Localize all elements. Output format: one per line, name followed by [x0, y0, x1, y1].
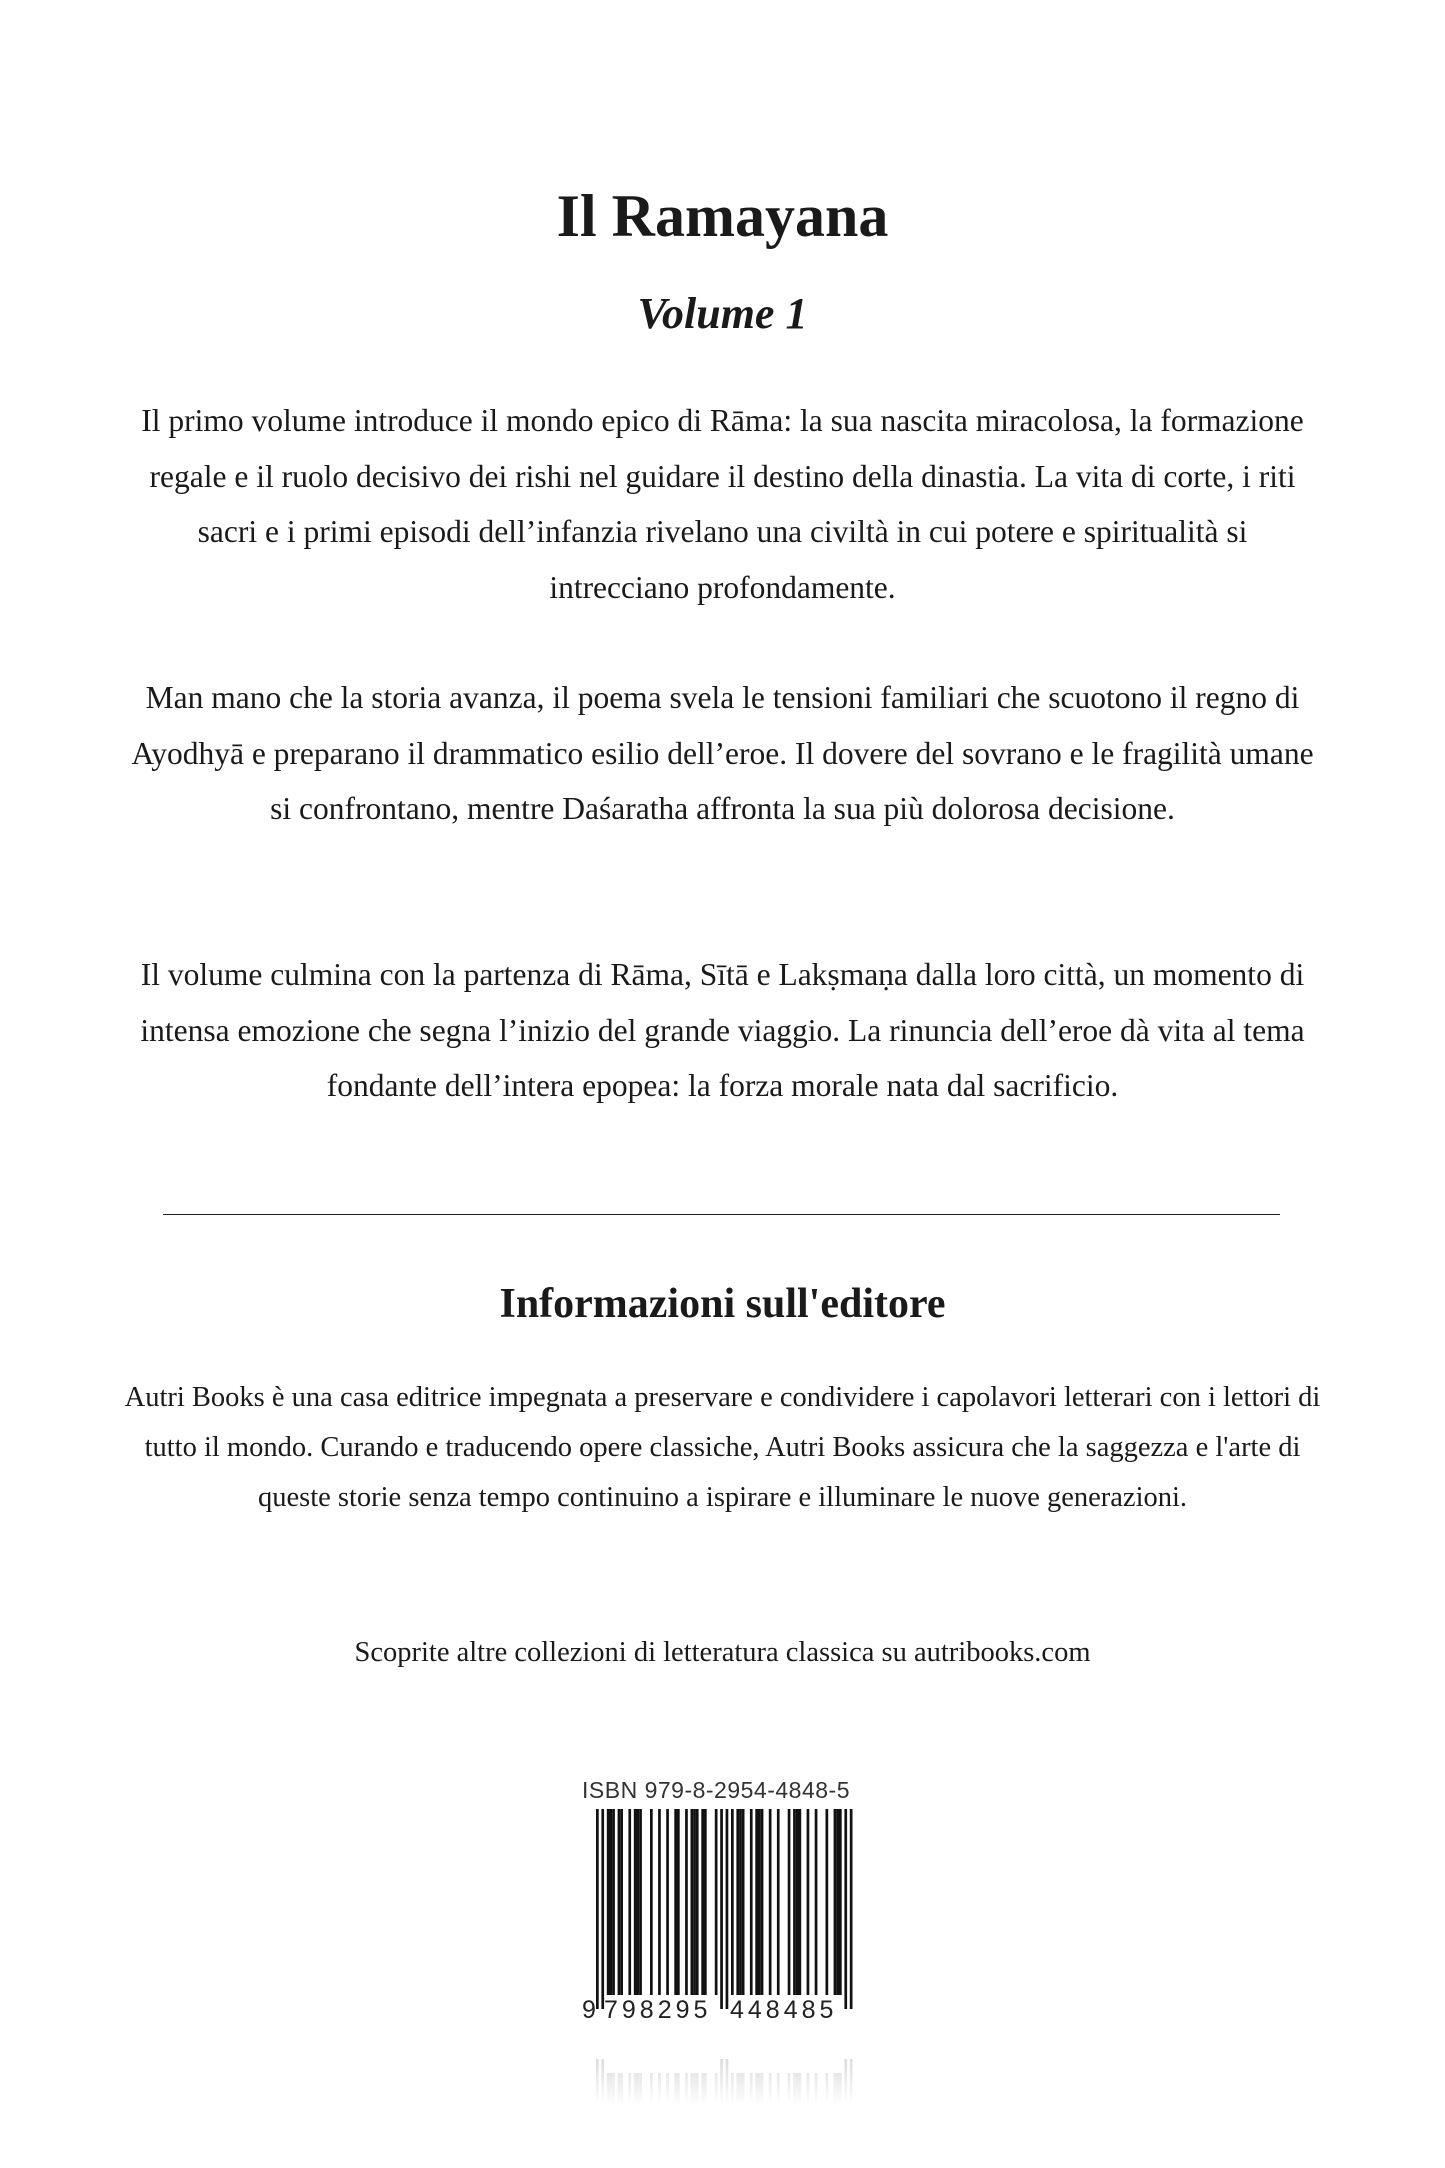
barcode-bar — [693, 1809, 696, 1995]
barcode-bar — [666, 1809, 669, 1995]
barcode-bar — [674, 2073, 677, 2105]
description-paragraph: Il primo volume introduce il mondo epico di Rāma: la sua nascita miracolosa, la formazione regale e il ruolo decisivo dei rishi nel guidare il destino della dinastia. La vita di corte, i riti sacri e i primi episodi dell’infanzia rivelano una civiltà in cui potere e spiritualità si intrecciano profondamente. — [141, 403, 1304, 605]
barcode-bar — [704, 2073, 707, 2105]
barcode-bar — [658, 1809, 661, 1995]
barcode-bar — [761, 2073, 764, 2105]
book-title: Il Ramayana — [556, 183, 889, 249]
barcode-guard-bar — [726, 2059, 729, 2105]
barcode-bar — [755, 1809, 758, 1995]
barcode-bar — [834, 1809, 837, 1995]
barcode-bar — [628, 1809, 631, 1995]
barcode-bar — [696, 1809, 699, 1995]
barcode-bar — [610, 2073, 613, 2105]
barcode-bar — [650, 2073, 653, 2105]
barcode-lead-digit: 9 — [582, 1996, 596, 2024]
barcode-bar — [704, 1809, 707, 1995]
barcode-guard-bar — [844, 1809, 847, 2009]
isbn-label: ISBN 979-8-2954-4848-5 — [582, 1777, 850, 1803]
barcode-bar — [731, 1809, 734, 1995]
barcode-bar — [607, 1809, 610, 1995]
book-subtitle: Volume 1 — [637, 289, 808, 338]
barcode-bar — [685, 1809, 688, 1995]
barcode-bar — [685, 2073, 688, 2105]
barcode-bar — [610, 1809, 613, 1995]
barcode-bar — [769, 1809, 772, 1995]
barcode-guard-bar — [850, 1809, 853, 2009]
barcode-bar — [620, 1809, 623, 1995]
barcode-bar — [807, 2073, 810, 2105]
barcode-bar — [793, 2073, 796, 2105]
barcode-bar — [696, 2073, 699, 2105]
barcode-guard-bar — [601, 1809, 604, 2009]
barcode-bar — [799, 2073, 802, 2105]
barcode-bar — [628, 2073, 631, 2105]
barcode-bar — [736, 2073, 739, 2105]
barcode-bar — [788, 1809, 791, 1995]
barcode-bar — [634, 2073, 637, 2105]
barcode-bar — [815, 1809, 818, 1995]
barcode-bar — [839, 1809, 842, 1995]
publisher-website-note: Scoprite altre collezioni di letteratura classica su autribooks.com — [354, 1637, 1091, 1668]
barcode-bar — [639, 1809, 642, 1995]
barcode-bar — [807, 1809, 810, 1995]
barcode-bar — [826, 1809, 829, 1995]
barcode-bar — [691, 1809, 694, 1995]
barcode-bar — [777, 2073, 780, 2105]
barcode-guard-bar — [720, 1809, 723, 2009]
barcode-bar — [739, 2073, 742, 2105]
section-divider — [163, 1214, 1280, 1215]
barcode-bar — [758, 2073, 761, 2105]
barcode-bar — [736, 1809, 739, 1995]
barcode-guard-bar — [601, 2059, 604, 2105]
publisher-description: Autri Books è una casa editrice impegnata a preservare e condividere i capolavori letterari con i lettori di tutto il mondo. Curando e traducendo opere classiche, Autri Books assicura che la saggezza e l'arte di queste storie senza tempo continuino a ispirare e illuminare le nuove generazioni. — [124, 1382, 1321, 1513]
barcode-bar — [815, 2073, 818, 2105]
barcode-bar — [691, 2073, 694, 2105]
barcode-bar — [750, 2073, 753, 2105]
barcode-bar — [755, 2073, 758, 2105]
barcode-bar — [742, 1809, 745, 1995]
barcode-bar — [701, 2073, 704, 2105]
barcode-bar — [836, 1809, 839, 1995]
barcode-bar — [839, 2073, 842, 2105]
barcode-bar — [758, 1809, 761, 1995]
barcode-guard-bar — [596, 1809, 599, 2009]
barcode-bar — [607, 2073, 610, 2105]
barcode-bar — [715, 2073, 718, 2105]
barcode-guard-bar — [844, 2059, 847, 2105]
barcode-bar — [761, 1809, 764, 1995]
barcode-guard-bar — [726, 1809, 729, 2009]
barcode-bar — [834, 2073, 837, 2105]
barcode-bar — [693, 2073, 696, 2105]
barcode-bar — [618, 2073, 621, 2105]
barcode-bar — [796, 2073, 799, 2105]
description-paragraph: Man mano che la storia avanza, il poema svela le tensioni familiari che scuotono il regno di Ayodhyā e preparano il drammatico esilio dell’eroe. Il dovere del sovrano e le fragilità umane si confrontano, mentre Daśaratha affronta la sua più dolorosa decisione. — [131, 680, 1314, 826]
barcode-bar — [769, 2073, 772, 2105]
barcode-bar — [666, 2073, 669, 2105]
barcode-bar — [650, 1809, 653, 1995]
barcode-bar — [739, 1809, 742, 1995]
barcode-bar — [612, 1809, 615, 1995]
barcode-bar — [639, 2073, 642, 2105]
barcode-bar — [701, 1809, 704, 1995]
barcode-bar — [637, 2073, 640, 2105]
barcode-bar — [618, 1809, 621, 1995]
barcode-bar — [750, 1809, 753, 1995]
barcode-guard-bar — [720, 2059, 723, 2105]
barcode-bar — [674, 1809, 677, 1995]
barcode-guard-bar — [596, 2059, 599, 2105]
publisher-heading: Informazioni sull'editore — [499, 1281, 946, 1327]
barcode-bar — [777, 1809, 780, 1995]
barcode-bar — [826, 2073, 829, 2105]
isbn-barcode — [570, 1773, 875, 2113]
barcode-bar — [731, 2073, 734, 2105]
barcode-reflection — [570, 2035, 875, 2105]
barcode-bar — [620, 2073, 623, 2105]
barcode-bar — [742, 2073, 745, 2105]
barcode-bar — [836, 2073, 839, 2105]
description-paragraph: Il volume culmina con la partenza di Rāma, Sītā e Lakṣmaṇa dalla loro città, un momento di intensa emozione che segna l’inizio del grande viaggio. La rinuncia dell’eroe dà vita al tema fondante dell’intera epopea: la forza morale nata dal sacrificio. — [140, 957, 1305, 1103]
barcode-bar — [634, 1809, 637, 1995]
barcode-bar — [788, 2073, 791, 2105]
barcode-bar — [658, 2073, 661, 2105]
barcode-left-group: 798295 — [604, 1996, 712, 2024]
barcode-bar — [715, 1809, 718, 1995]
barcode-right-group: 448485 — [730, 1996, 838, 2024]
barcode-bar — [799, 1809, 802, 1995]
barcode-bar — [637, 1809, 640, 1995]
barcode-bar — [796, 1809, 799, 1995]
barcode-bar — [677, 1809, 680, 1995]
barcode-bar — [793, 1809, 796, 1995]
barcode-bar — [677, 2073, 680, 2105]
barcode-bar — [612, 2073, 615, 2105]
barcode-guard-bar — [850, 2059, 853, 2105]
